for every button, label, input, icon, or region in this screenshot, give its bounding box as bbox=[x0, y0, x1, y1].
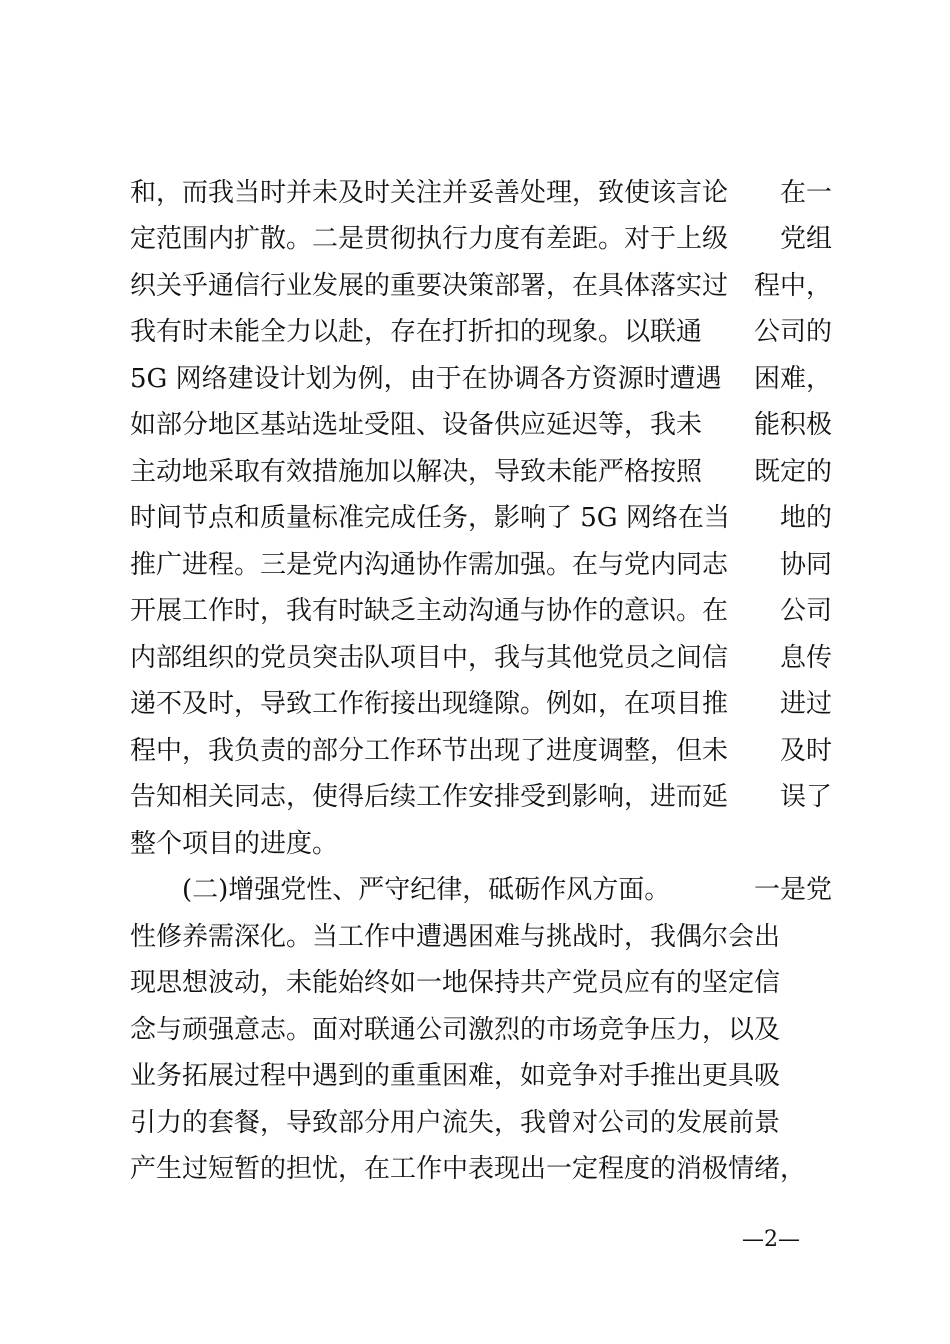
text-line-tail: 一是党 bbox=[753, 875, 832, 905]
text-line bbox=[130, 682, 832, 726]
text-line-main: 如部分地区基站选址受阻、设备供应延迟等，我未 bbox=[130, 410, 703, 440]
text-line bbox=[130, 1147, 832, 1191]
text-line-main: 产生过短暂的担忧，在工作中表现出一定程度的消极情绪， bbox=[130, 1154, 807, 1184]
text-line bbox=[130, 822, 832, 866]
text-line bbox=[130, 264, 832, 308]
text-line-tail: 在一 bbox=[779, 178, 832, 208]
text-line bbox=[130, 729, 832, 773]
section-heading-line bbox=[130, 868, 832, 912]
text-line-tail: 党组 bbox=[779, 224, 832, 254]
text-line-main: 定范围内扩散。二是贯彻执行力度有差距。对于上级 bbox=[130, 224, 729, 254]
text-line-tail: 息传 bbox=[779, 643, 832, 673]
text-line-tail: 既定的 bbox=[753, 457, 832, 487]
text-line-main: 主动地采取有效措施加以解决，导致未能严格按照 bbox=[130, 457, 703, 487]
text-line-main: 和，而我当时并未及时关注并妥善处理，致使该言论 bbox=[130, 178, 729, 208]
text-line bbox=[130, 403, 832, 447]
text-line bbox=[130, 496, 832, 540]
text-line-main: 递不及时，导致工作衔接出现缝隙。例如，在项目推 bbox=[130, 689, 729, 719]
page-number: —2— bbox=[742, 1227, 800, 1252]
text-line bbox=[130, 310, 832, 354]
text-line bbox=[130, 1101, 832, 1145]
text-line bbox=[130, 1054, 832, 1098]
text-line-main: 性修养需深化。当工作中遭遇困难与挑战时，我偶尔会出 bbox=[130, 922, 781, 952]
text-line-tail: 进过 bbox=[779, 689, 832, 719]
text-line-main: 时间节点和质量标准完成任务，影响了 5G 网络在当 bbox=[130, 503, 730, 533]
text-line bbox=[130, 636, 832, 680]
text-line-main: 念与顽强意志。面对联通公司激烈的市场竞争压力，以及 bbox=[130, 1015, 781, 1045]
text-line-main: 程中，我负责的部分工作环节出现了进度调整，但未 bbox=[130, 736, 729, 766]
text-line-main: 内部组织的党员突击队项目中，我与其他党员之间信 bbox=[130, 643, 729, 673]
text-line bbox=[130, 450, 832, 494]
text-line-tail: 地的 bbox=[779, 503, 832, 533]
text-line-main: 5G 网络建设计划为例，由于在协调各方资源时遭遇 bbox=[130, 364, 722, 394]
text-line-tail: 公司的 bbox=[753, 317, 832, 347]
text-line-main: 推广进程。三是党内沟通协作需加强。在与党内同志 bbox=[130, 550, 729, 580]
text-line bbox=[130, 217, 832, 261]
text-line-tail: 公司 bbox=[779, 596, 832, 626]
text-line bbox=[130, 589, 832, 633]
text-line-tail: 程中， bbox=[753, 271, 832, 301]
text-line-tail: 误了 bbox=[779, 782, 832, 812]
text-line-tail: 及时 bbox=[779, 736, 832, 766]
text-line-main: 我有时未能全力以赴，存在打折扣的现象。以联通 bbox=[130, 317, 703, 347]
text-line-tail: 能积极 bbox=[753, 410, 832, 440]
text-line-main: 开展工作时，我有时缺乏主动沟通与协作的意识。在 bbox=[130, 596, 729, 626]
text-line-main: 织关乎通信行业发展的重要决策部署，在具体落实过 bbox=[130, 271, 729, 301]
text-line bbox=[130, 171, 832, 215]
text-line bbox=[130, 775, 832, 819]
text-line bbox=[130, 915, 832, 959]
text-line bbox=[130, 961, 832, 1005]
text-line-tail: 困难， bbox=[753, 364, 832, 394]
text-line-main: 整个项目的进度。 bbox=[130, 829, 339, 859]
text-line bbox=[130, 357, 832, 401]
text-line-main: 业务拓展过程中遇到的重重困难，如竞争对手推出更具吸 bbox=[130, 1061, 781, 1091]
text-line bbox=[130, 1008, 832, 1052]
text-line-main: 现思想波动，未能始终如一地保持共产党员应有的坚定信 bbox=[130, 968, 781, 998]
text-line-tail: 协同 bbox=[779, 550, 832, 580]
section-heading: (二)增强党性、严守纪律，砥砺作风方面。 bbox=[130, 875, 671, 905]
text-line-main: 告知相关同志，使得后续工作安排受到影响，进而延 bbox=[130, 782, 729, 812]
text-line-main: 引力的套餐，导致部分用户流失，我曾对公司的发展前景 bbox=[130, 1108, 781, 1138]
text-line bbox=[130, 543, 832, 587]
